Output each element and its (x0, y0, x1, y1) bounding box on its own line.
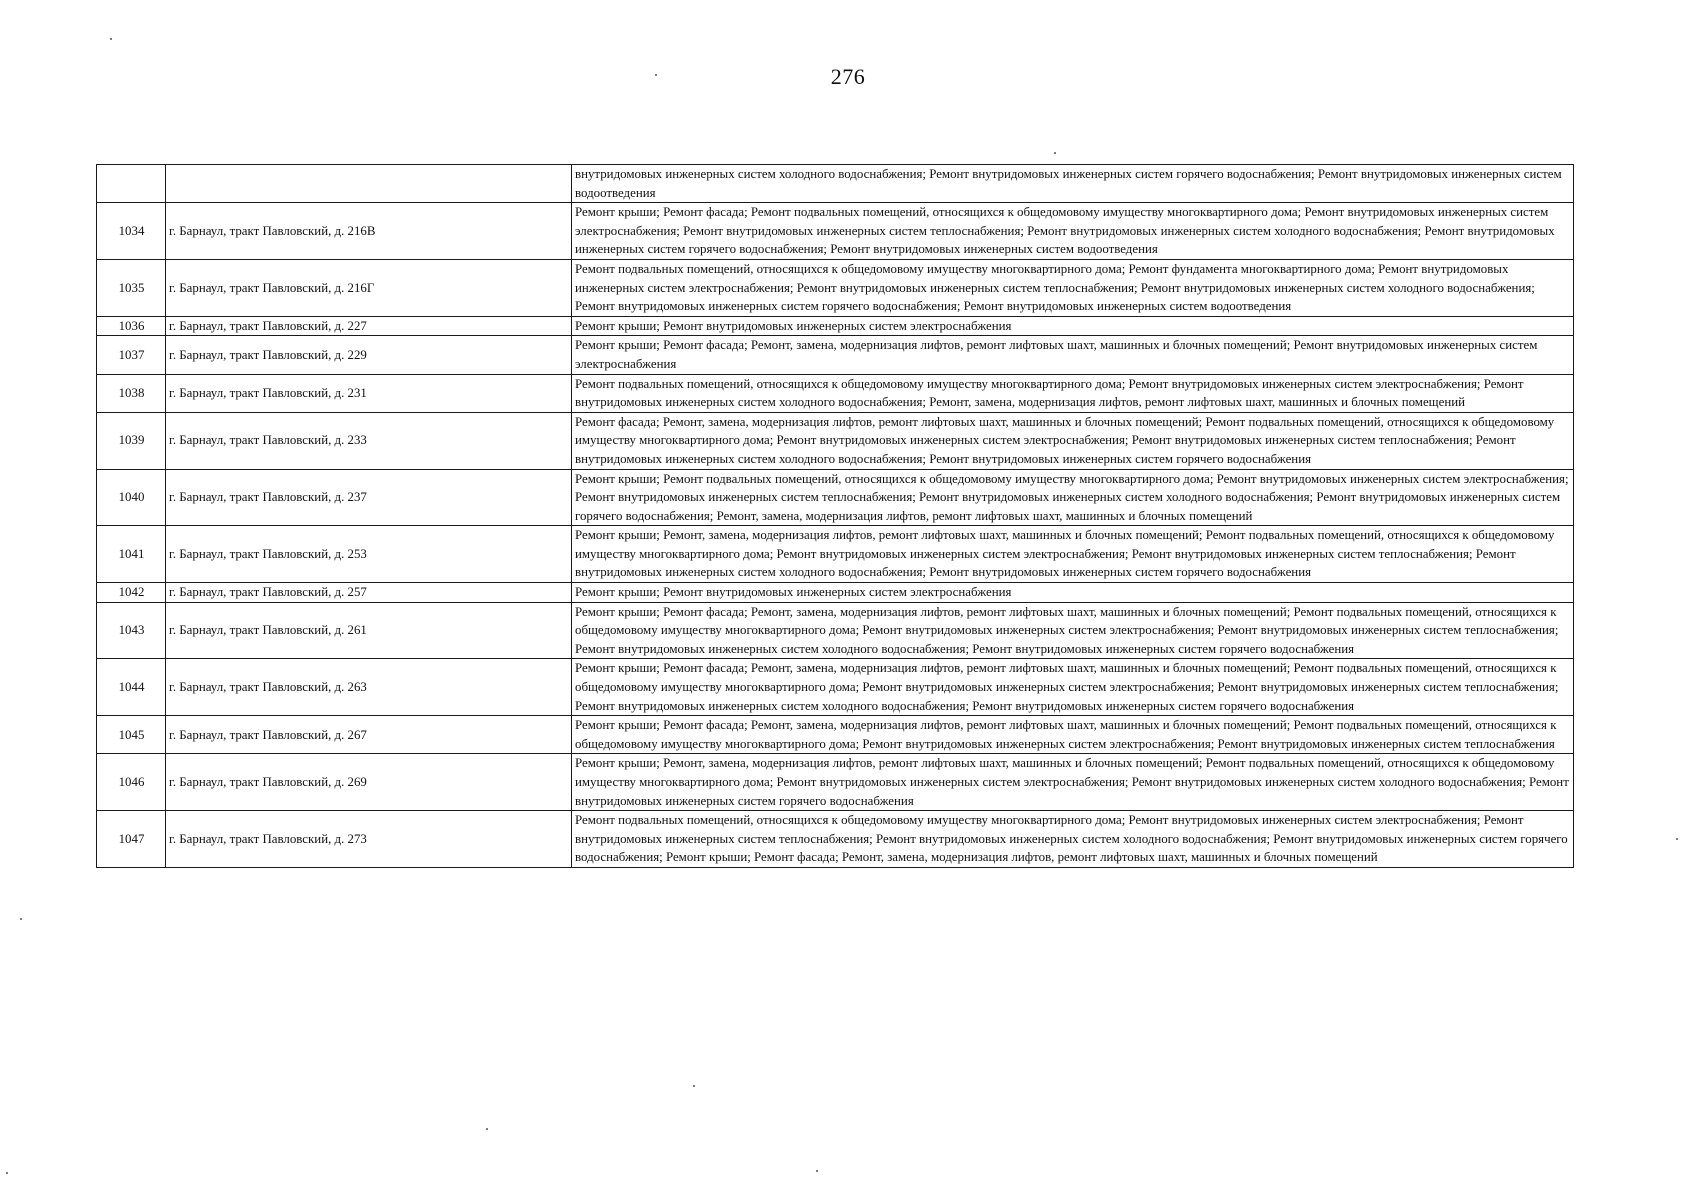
row-number: 1042 (97, 583, 166, 603)
table-row (97, 165, 1574, 203)
row-number: 1045 (97, 716, 166, 754)
row-works: Ремонт подвальных помещений, относящихся к общедомовому имуществу многоквартирного дома; Ремонт внутридомовых инженерных систем электроснабжения; Ремонт внутридомовых инженерных систем холодного водоснабжения; Ремонт, замена, модернизация лифтов, ремонт лифтовых шахт, машинных и блочных помещений (572, 374, 1574, 412)
row-number: 1037 (97, 336, 166, 374)
row-number: 1043 (97, 602, 166, 659)
row-address: г. Барнаул, тракт Павловский, д. 216Г (166, 259, 572, 316)
row-works: Ремонт подвальных помещений, относящихся к общедомовому имуществу многоквартирного дома; Ремонт фундамента многоквартирного дома; Ремонт внутридомовых инженерных систем электроснабжения; Ремонт внутридомовых инженерных систем теплоснабжения; Ремонт внутридомовых инженерных систем холодного водоснабжения; Ремонт внутридомовых инженерных систем горячего водоснабжения; Ремонт внутридомовых инженерных систем водоотведения (572, 259, 1574, 316)
row-number: 1041 (97, 526, 166, 583)
row-number: 1046 (97, 754, 166, 811)
row-number: 1047 (97, 811, 166, 868)
row-number: 1044 (97, 659, 166, 716)
row-works: Ремонт крыши; Ремонт, замена, модернизация лифтов, ремонт лифтовых шахт, машинных и блочных помещений; Ремонт подвальных помещений, относящихся к общедомовому имуществу многоквартирного дома; Ремонт внутридомовых инженерных систем электроснабжения; Ремонт внутридомовых инженерных систем холодного водоснабжения; Ремонт внутридомовых инженерных систем горячего водоснабжения (572, 754, 1574, 811)
page-number: 276 (830, 64, 866, 89)
row-works: внутридомовых инженерных систем холодного водоснабжения; Ремонт внутридомовых инженерных систем горячего водоснабжения; Ремонт внутридомовых инженерных систем водоотведения (572, 165, 1574, 203)
scan-speck (816, 1170, 818, 1172)
row-works: Ремонт крыши; Ремонт, замена, модернизация лифтов, ремонт лифтовых шахт, машинных и блочных помещений; Ремонт подвальных помещений, относящихся к общедомовому имуществу многоквартирного дома; Ремонт внутридомовых инженерных систем электроснабжения; Ремонт внутридомовых инженерных систем теплоснабжения; Ремонт внутридомовых инженерных систем холодного водоснабжения; Ремонт внутридомовых инженерных систем горячего водоснабжения (572, 526, 1574, 583)
scan-speck (1054, 152, 1056, 154)
row-works: Ремонт крыши; Ремонт фасада; Ремонт, замена, модернизация лифтов, ремонт лифтовых шахт, машинных и блочных помещений; Ремонт подвальных помещений, относящихся к общедомовому имуществу многоквартирного дома; Ремонт внутридомовых инженерных систем электроснабжения; Ремонт внутридомовых инженерных систем теплоснабжения (572, 716, 1574, 754)
row-address (166, 165, 572, 203)
table-body (97, 165, 1574, 868)
row-address: г. Барнаул, тракт Павловский, д. 253 (166, 526, 572, 583)
table-row (97, 259, 1574, 316)
row-number (97, 165, 166, 203)
row-address: г. Барнаул, тракт Павловский, д. 267 (166, 716, 572, 754)
row-number: 1040 (97, 469, 166, 526)
scan-speck (6, 1172, 8, 1174)
row-works: Ремонт крыши; Ремонт фасада; Ремонт, замена, модернизация лифтов, ремонт лифтовых шахт, машинных и блочных помещений; Ремонт внутридомовых инженерных систем электроснабжения (572, 336, 1574, 374)
table-row (97, 716, 1574, 754)
row-number: 1034 (97, 203, 166, 260)
row-number: 1035 (97, 259, 166, 316)
row-address: г. Барнаул, тракт Павловский, д. 261 (166, 602, 572, 659)
row-works: Ремонт крыши; Ремонт фасада; Ремонт, замена, модернизация лифтов, ремонт лифтовых шахт, машинных и блочных помещений; Ремонт подвальных помещений, относящихся к общедомовому имуществу многоквартирного дома; Ремонт внутридомовых инженерных систем электроснабжения; Ремонт внутридомовых инженерных систем теплоснабжения; Ремонт внутридомовых инженерных систем холодного водоснабжения; Ремонт внутридомовых инженерных систем горячего водоснабжения (572, 602, 1574, 659)
row-works: Ремонт крыши; Ремонт фасада; Ремонт подвальных помещений, относящихся к общедомовому имуществу многоквартирного дома; Ремонт внутридомовых инженерных систем электроснабжения; Ремонт внутридомовых инженерных систем теплоснабжения; Ремонт внутридомовых инженерных систем холодного водоснабжения; Ремонт внутридомовых инженерных систем горячего водоснабжения; Ремонт внутридомовых инженерных систем водоотведения (572, 203, 1574, 260)
row-address: г. Барнаул, тракт Павловский, д. 227 (166, 316, 572, 336)
table-row (97, 469, 1574, 526)
row-address: г. Барнаул, тракт Павловский, д. 216В (166, 203, 572, 260)
row-number: 1036 (97, 316, 166, 336)
row-address: г. Барнаул, тракт Павловский, д. 229 (166, 336, 572, 374)
table-row (97, 659, 1574, 716)
table-row (97, 203, 1574, 260)
row-number: 1038 (97, 374, 166, 412)
table-row (97, 316, 1574, 336)
row-works: Ремонт крыши; Ремонт внутридомовых инженерных систем электроснабжения (572, 316, 1574, 336)
scan-speck (20, 918, 22, 920)
repair-works-table (96, 164, 1574, 868)
table-row (97, 811, 1574, 868)
table-row (97, 754, 1574, 811)
row-address: г. Барнаул, тракт Павловский, д. 237 (166, 469, 572, 526)
scan-speck (110, 38, 112, 40)
table-row (97, 583, 1574, 603)
table-row (97, 374, 1574, 412)
row-address: г. Барнаул, тракт Павловский, д. 231 (166, 374, 572, 412)
scan-speck (1676, 838, 1678, 840)
row-number: 1039 (97, 412, 166, 469)
row-works: Ремонт крыши; Ремонт внутридомовых инженерных систем электроснабжения (572, 583, 1574, 603)
row-works: Ремонт крыши; Ремонт подвальных помещений, относящихся к общедомовому имуществу многоквартирного дома; Ремонт внутридомовых инженерных систем электроснабжения; Ремонт внутридомовых инженерных систем теплоснабжения; Ремонт внутридомовых инженерных систем холодного водоснабжения; Ремонт внутридомовых инженерных систем горячего водоснабжения; Ремонт, замена, модернизация лифтов, ремонт лифтовых шахт, машинных и блочных помещений (572, 469, 1574, 526)
table-row (97, 526, 1574, 583)
row-works: Ремонт подвальных помещений, относящихся к общедомовому имуществу многоквартирного дома; Ремонт внутридомовых инженерных систем электроснабжения; Ремонт внутридомовых инженерных систем теплоснабжения; Ремонт внутридомовых инженерных систем холодного водоснабжения; Ремонт внутридомовых инженерных систем горячего водоснабжения; Ремонт крыши; Ремонт фасада; Ремонт, замена, модернизация лифтов, ремонт лифтовых шахт, машинных и блочных помещений (572, 811, 1574, 868)
table-row (97, 412, 1574, 469)
scan-speck (693, 1085, 695, 1087)
table-row (97, 336, 1574, 374)
row-works: Ремонт крыши; Ремонт фасада; Ремонт, замена, модернизация лифтов, ремонт лифтовых шахт, машинных и блочных помещений; Ремонт подвальных помещений, относящихся к общедомовому имуществу многоквартирного дома; Ремонт внутридомовых инженерных систем электроснабжения; Ремонт внутридомовых инженерных систем теплоснабжения; Ремонт внутридомовых инженерных систем холодного водоснабжения; Ремонт внутридомовых инженерных систем горячего водоснабжения (572, 659, 1574, 716)
scan-speck (486, 1128, 488, 1130)
row-address: г. Барнаул, тракт Павловский, д. 269 (166, 754, 572, 811)
row-address: г. Барнаул, тракт Павловский, д. 273 (166, 811, 572, 868)
table-row (97, 602, 1574, 659)
scan-speck (655, 74, 657, 76)
row-address: г. Барнаул, тракт Павловский, д. 233 (166, 412, 572, 469)
row-works: Ремонт фасада; Ремонт, замена, модернизация лифтов, ремонт лифтовых шахт, машинных и блочных помещений; Ремонт подвальных помещений, относящихся к общедомовому имуществу многоквартирного дома; Ремонт внутридомовых инженерных систем электроснабжения; Ремонт внутридомовых инженерных систем теплоснабжения; Ремонт внутридомовых инженерных систем холодного водоснабжения; Ремонт внутридомовых инженерных систем горячего водоснабжения (572, 412, 1574, 469)
row-address: г. Барнаул, тракт Павловский, д. 257 (166, 583, 572, 603)
row-address: г. Барнаул, тракт Павловский, д. 263 (166, 659, 572, 716)
